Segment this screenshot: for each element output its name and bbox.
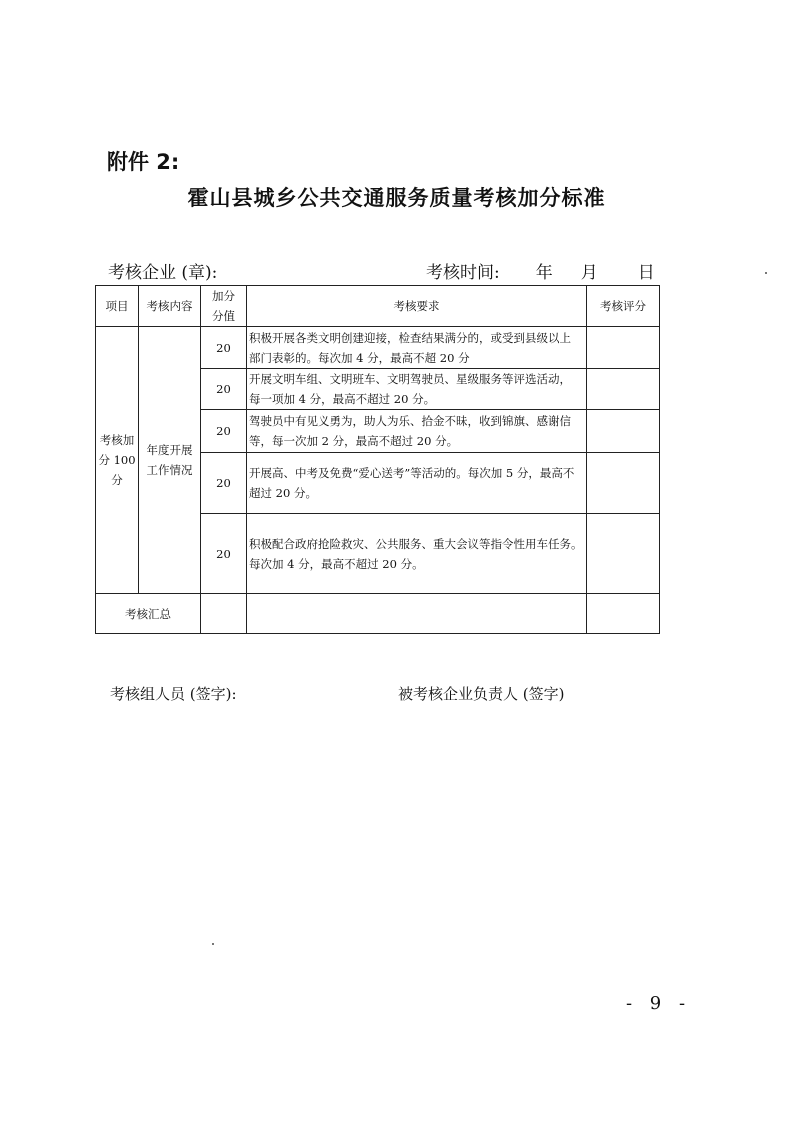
- requirement-line: 开展文明车组、文明班车、文明驾驶员、星级服务等评选活动，: [249, 372, 571, 386]
- requirement-line: 开展高、中考及免费“爱心送考”等活动的。每次加 5 分，最高不: [249, 466, 575, 480]
- header-item: 项目: [96, 286, 139, 327]
- assessment-time: [426, 258, 655, 283]
- requirement-cell: [247, 410, 587, 453]
- score-cell: 20: [201, 369, 247, 410]
- header-requirement: 考核要求: [247, 286, 587, 327]
- summary-label: 考核汇总: [96, 594, 201, 634]
- company-seal-label: 考核企业 (章):: [108, 263, 218, 283]
- examiner-signature-label: 考核组人员 (签字):: [110, 685, 237, 703]
- rating-cell[interactable]: [587, 410, 660, 453]
- score-cell: 20: [201, 327, 247, 369]
- requirement-cell: [247, 327, 587, 369]
- score-cell: 20: [201, 410, 247, 453]
- content-category-line1: 年度开展: [146, 443, 193, 457]
- requirement-cell: [247, 514, 587, 594]
- item-category-line2: 分 100: [98, 453, 136, 467]
- company-head-signature-label: 被考核企业负责人 (签字): [398, 685, 565, 703]
- header-score-line2: 分值: [212, 309, 235, 323]
- scan-speck: [212, 943, 214, 945]
- requirement-line: 积极配合政府抢险救灾、公共服务、重大会议等指令性用车任务。: [249, 536, 583, 551]
- day-label: 日: [637, 263, 655, 283]
- rating-cell[interactable]: [587, 327, 660, 369]
- summary-rating-cell[interactable]: [587, 594, 660, 634]
- header-content: 考核内容: [139, 286, 201, 327]
- score-cell: 20: [201, 453, 247, 514]
- summary-score-cell[interactable]: [201, 594, 247, 634]
- rating-cell[interactable]: [587, 514, 660, 594]
- year-label: 年: [535, 263, 553, 283]
- requirement-cell: [247, 369, 587, 410]
- rating-cell[interactable]: [587, 369, 660, 410]
- content-category-cell: [139, 327, 201, 594]
- attachment-label: 附件 2:: [107, 150, 180, 174]
- page-number: - 9 -: [626, 993, 692, 1014]
- table-header-row: [96, 286, 660, 327]
- document-title: 霍山县城乡公共交通服务质量考核加分标准: [187, 186, 606, 210]
- rating-cell[interactable]: [587, 453, 660, 514]
- requirement-line: 驾驶员中有见义勇为，助人为乐、拾金不昧，收到锦旗、感谢信: [249, 414, 571, 428]
- requirement-line: 积极开展各类文明创建迎接，检查结果满分的，或受到县级以上: [249, 330, 571, 345]
- summary-requirement-cell[interactable]: [247, 594, 587, 634]
- item-category-cell: [96, 327, 139, 594]
- requirement-line: 每次加 4 分，最高不超过 20 分。: [249, 556, 424, 571]
- requirement-line: 等，每一次加 2 分，最高不超过 20 分。: [249, 434, 459, 448]
- month-label: 月: [580, 263, 598, 283]
- item-category-line1: 考核加: [99, 433, 135, 447]
- table-row: [96, 327, 660, 369]
- assessment-table: [95, 285, 660, 634]
- header-score: [201, 286, 247, 327]
- requirement-line: 部门表彰的。每次加 4 分，最高不超 20 分: [249, 350, 470, 365]
- header-rating: 考核评分: [587, 286, 660, 327]
- summary-row: [96, 594, 660, 634]
- score-cell: 20: [201, 514, 247, 594]
- requirement-line: 超过 20 分。: [249, 486, 317, 500]
- requirement-line: 每一项加 4 分，最高不超过 20 分。: [249, 392, 436, 406]
- header-score-line1: 加分: [212, 289, 235, 303]
- requirement-cell: [247, 453, 587, 514]
- item-category-line3: 分: [111, 473, 123, 487]
- content-category-line2: 工作情况: [146, 463, 193, 477]
- scan-speck: [765, 272, 767, 274]
- assessment-time-label: 考核时间:: [426, 263, 500, 283]
